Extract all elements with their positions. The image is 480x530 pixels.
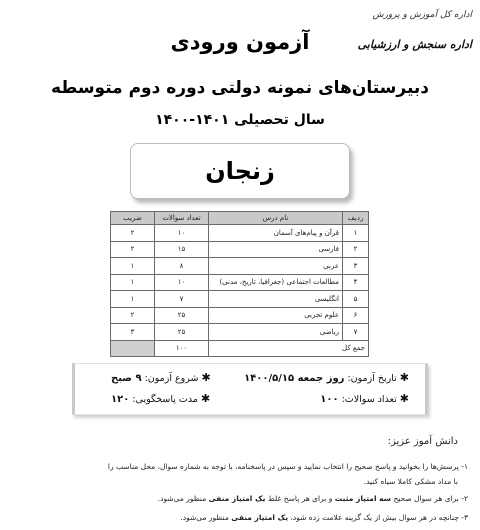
total-count: ۱۰۰ (155, 340, 209, 356)
exam-start-value: ۹ صبح (111, 373, 142, 384)
table-row (111, 241, 369, 258)
table-row (111, 274, 369, 291)
row-number: ۶ (343, 307, 369, 324)
coefficient: ۲ (111, 241, 155, 258)
question-count: ۲۵ (155, 324, 209, 341)
question-total-label: تعداد سوالات: (341, 394, 397, 405)
note-2-positive-score: سه امتیاز مثبت (334, 494, 392, 503)
exam-date-value: روز جمعه ۱۴۰۰/۵/۱۵ (244, 373, 345, 384)
table-row (111, 258, 369, 275)
row-number: ۲ (343, 241, 369, 258)
note-2 (8, 494, 468, 503)
note-2-part-a: ۲- برای هر سوال صحیح (391, 494, 468, 503)
question-count: ۷ (155, 291, 209, 308)
coefficient: ۲ (111, 307, 155, 324)
exam-info-box (72, 363, 428, 415)
total-empty-cell (111, 340, 155, 356)
header-course-name: نام درس (209, 212, 343, 225)
note-2-part-e: منظور می‌شود. (157, 494, 209, 503)
table-row (111, 291, 369, 308)
coefficient: ۱ (111, 258, 155, 275)
exam-start-label: شروع آزمون: (144, 373, 199, 384)
exam-subtitle: دبیرستان‌های نمونه دولتی دوره دوم متوسطه (50, 78, 430, 98)
exam-date-label: تاریخ آزمون: (347, 373, 397, 384)
header-coefficient: ضریب (111, 212, 155, 225)
question-count: ۸ (155, 258, 209, 275)
answer-duration (111, 392, 210, 405)
exam-start (111, 371, 211, 384)
question-count: ۱۵ (155, 241, 209, 258)
course-name: عربی (209, 258, 343, 275)
row-number: ۱ (343, 225, 369, 242)
answer-duration-value: ۱۲۰ (111, 394, 130, 405)
academic-year: سال تحصیلی ۱۴۰۱-۱۴۰۰ (155, 112, 325, 128)
note-3 (8, 513, 468, 522)
coefficient: ۱ (111, 274, 155, 291)
question-count: ۱۰ (155, 225, 209, 242)
star-bullet-icon: ✱ (200, 392, 211, 405)
course-name: علوم تجربی (209, 307, 343, 324)
answer-duration-label: مدت پاسخگویی: (132, 394, 198, 405)
question-count: ۱۰ (155, 274, 209, 291)
note-3-part-c: منظور می‌شود. (180, 513, 232, 522)
total-row (111, 340, 369, 356)
note-2-negative-score: یک امتیاز منفی (208, 494, 266, 503)
course-name: فارسی (209, 241, 343, 258)
star-bullet-icon: ✱ (399, 371, 409, 384)
row-number: ۳ (343, 258, 369, 275)
question-count: ۲۵ (155, 307, 209, 324)
coefficient: ۱ (111, 291, 155, 308)
coefficient: ۳ (111, 324, 155, 341)
row-number: ۷ (343, 324, 369, 341)
row-number: ۵ (343, 291, 369, 308)
question-total-value: ۱۰۰ (320, 394, 339, 405)
note-3-negative-score: یک امتیاز منفی (231, 513, 289, 522)
star-bullet-icon: ✱ (399, 392, 409, 405)
table-header-row (111, 212, 369, 225)
note-1-continued: با مداد مشکی کاملا سیاه کنید. (363, 477, 458, 486)
question-total (320, 392, 409, 405)
subjects-table (110, 211, 369, 357)
header-row-number: ردیف (343, 212, 369, 225)
notes-title: دانش آموز عزیز: (387, 436, 458, 447)
table-row (111, 225, 369, 242)
header-question-count: تعداد سوالات (155, 212, 209, 225)
row-number: ۴ (343, 274, 369, 291)
table-row (111, 324, 369, 341)
course-name: انگلیسی (209, 291, 343, 308)
exam-title: آزمون ورودی (170, 30, 310, 54)
star-bullet-icon: ✱ (201, 371, 211, 384)
province-name: زنجان (205, 157, 275, 185)
exam-date (244, 371, 409, 384)
coefficient: ۲ (111, 225, 155, 242)
note-3-part-a: ۳- چنانچه در هر سوال بیش از یک گزینه علامت زده شود، (288, 513, 468, 522)
note-1: ۱- پرسش‌ها را بخوانید و پاسخ صحیح را انتخاب نمایید و سپس در پاسخنامه، با توجه به شماره سوال، محل مناسب را (107, 462, 468, 471)
total-label: جمع کل (209, 340, 369, 356)
course-name: قرآن و پیام‌های آسمان (209, 225, 343, 242)
note-2-part-c: و برای هر پاسخ غلط (265, 494, 335, 503)
province-box (130, 143, 350, 199)
course-name: مطالعات اجتماعی (جغرافیا، تاریخ، مدنی) (209, 274, 343, 291)
course-name: ریاضی (209, 324, 343, 341)
logo-line-1: اداره کل آموزش و پرورش (372, 10, 472, 20)
table-row (111, 307, 369, 324)
logo-line-2: اداره سنجش و ارزشیابی (357, 38, 472, 51)
